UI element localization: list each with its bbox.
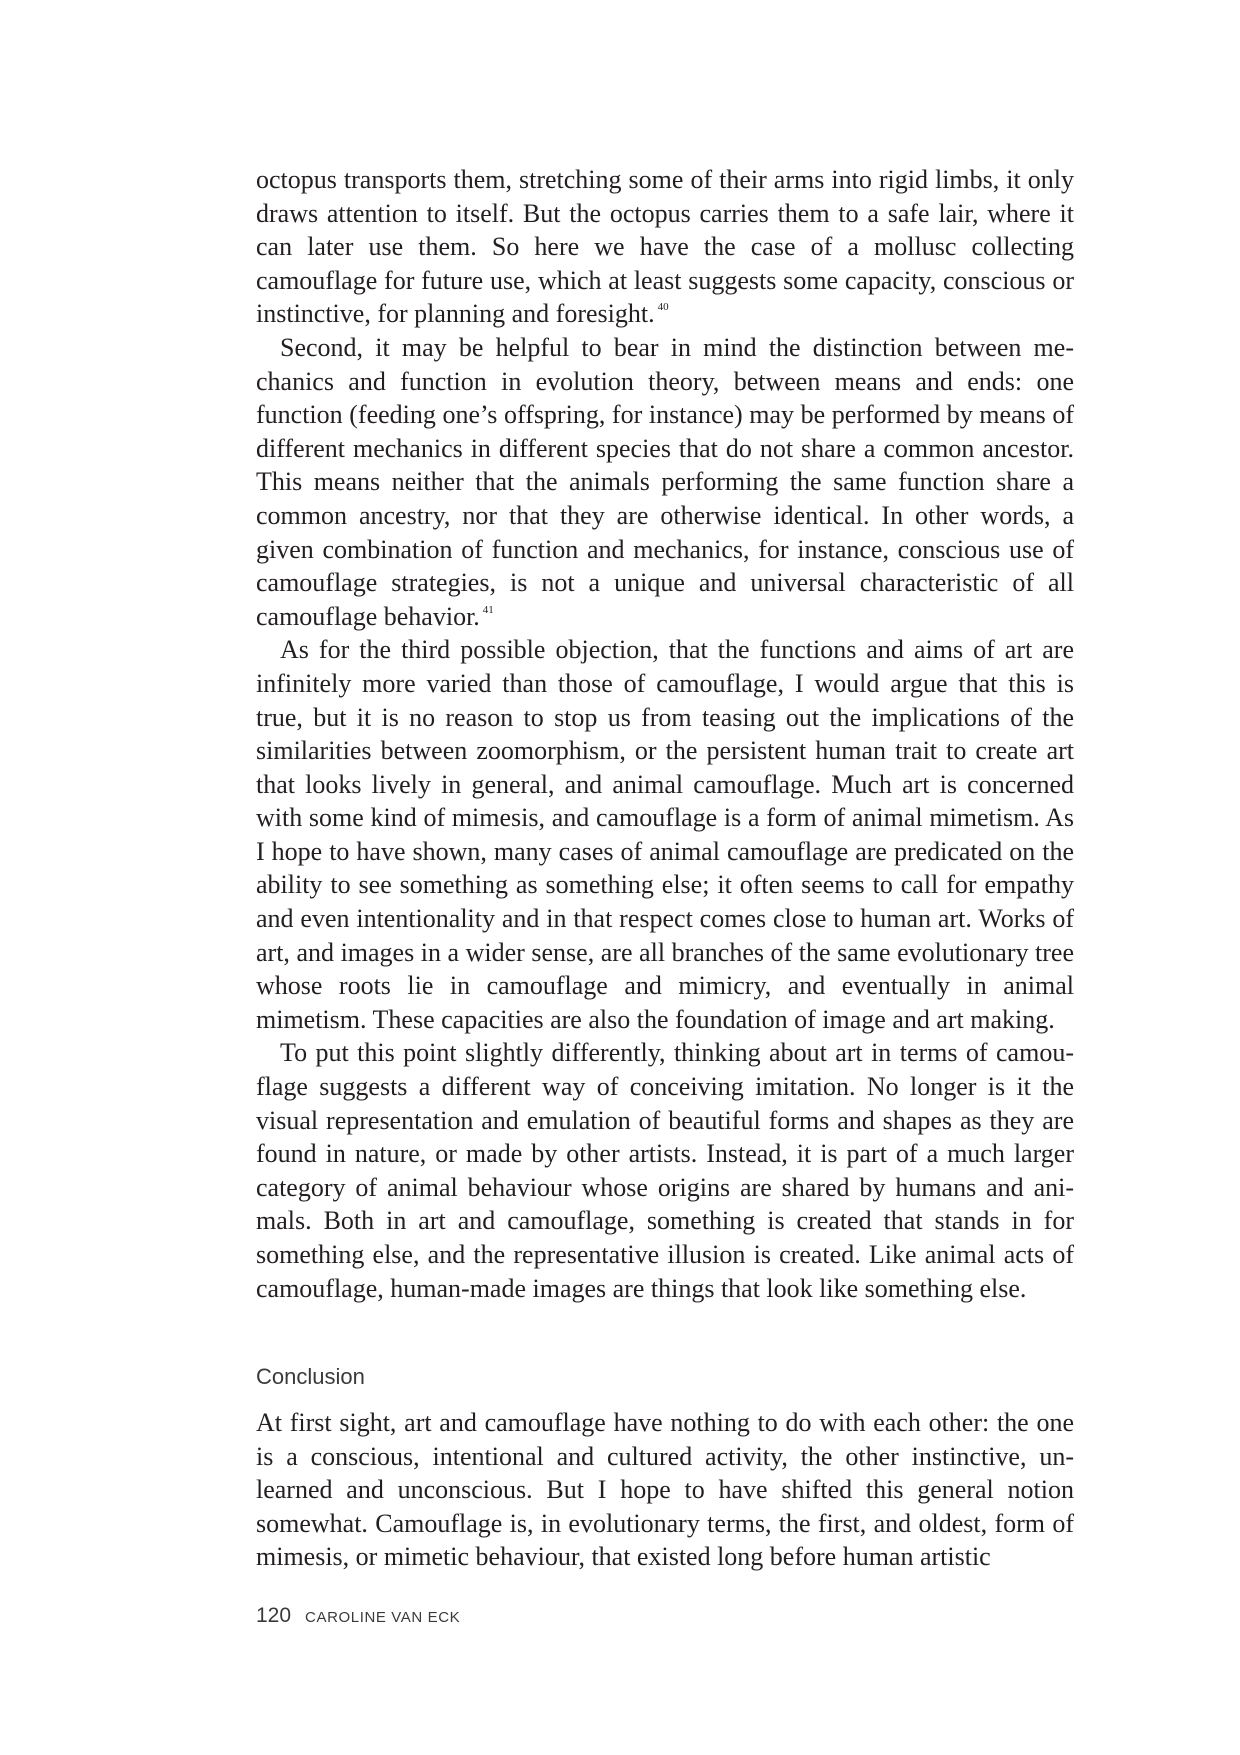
page-number: 120	[256, 1604, 292, 1627]
running-footer-author: CAROLINE VAN ECK	[305, 1609, 461, 1626]
paragraph-text: Second, it may be helpful to bear in mind the distinction between mechanics and function in evolution theory, between means and ends: one function (feeding one’s offspring, for instance) may be performed by means of different mechanics in different species that do not share a common ancestor. This means neither that the animals performing the same function share a common ancestry, nor that they are otherwise identical. In other words, a given combination of function and mechanics, for instance, conscious use of camouflage strategies, is not a unique and universal characteristic of all camouflage behavior.	[256, 332, 1074, 631]
paragraph-text: octopus transports them, stretching some of their arms into rigid limbs, it only draws attention to itself. But the octopus carries them to a safe lair, where it can later use them. So here we have the case of a mollusc collecting camouflage for future use, which at least suggests some capacity, conscious or instinctive, for planning and foresight.	[256, 165, 1074, 329]
section-heading: Conclusion	[256, 1364, 365, 1389]
footnote-marker[interactable]: 40	[657, 301, 669, 314]
paragraph	[256, 331, 1074, 633]
body-text	[256, 163, 1074, 1305]
running-footer	[256, 1604, 460, 1628]
section-body	[256, 1406, 1074, 1574]
paragraph: To put this point slightly differently, thinking about art in terms of camouflage suggests a different way of conceiving imitation. No longer is it the visual representation and emulation of beautiful forms and shapes as they are found in nature, or made by other artists. Instead, it is part of a much larger category of animal behaviour whose origins are shared by humans and animals. Both in art and camouflage, something is created that stands in for something else, and the representative illusion is created. Like animal acts of camouflage, human-made images are things that look like something else.	[256, 1038, 1074, 1303]
paragraph: At first sight, art and camouflage have nothing to do with each other: the one is a conscious, intentional and cultured activity, the other instinctive, unlearned and unconscious. But I hope to have shifted this general notion somewhat. Camouflage is, in evolutionary terms, the first, and oldest, form of mimesis, or mimetic behaviour, that existed long before human artistic	[256, 1408, 1074, 1572]
paragraph	[256, 163, 1074, 331]
paragraph: As for the third possible objection, that the functions and aims of art are infinitely more varied than those of camouflage, I would argue that this is true, but it is no reason to stop us from teasing out the implications of the similarities between zoomorphism, or the persistent human trait to create art that looks lively in general, and animal camouflage. Much art is concerned with some kind of mimesis, and camouflage is a form of animal mimetism. As I hope to have shown, many cases of animal camouflage are predicated on the ability to see something as something else; it often seems to call for empathy and even intentionality and in that respect comes close to human art. Works of art, and images in a wider sense, are all branches of the same evolutionary tree whose roots lie in camouflage and mimicry, and eventually in animal mimetism. These capacities are also the foundation of image and art making.	[256, 635, 1074, 1034]
footnote-marker[interactable]: 41	[482, 603, 494, 616]
